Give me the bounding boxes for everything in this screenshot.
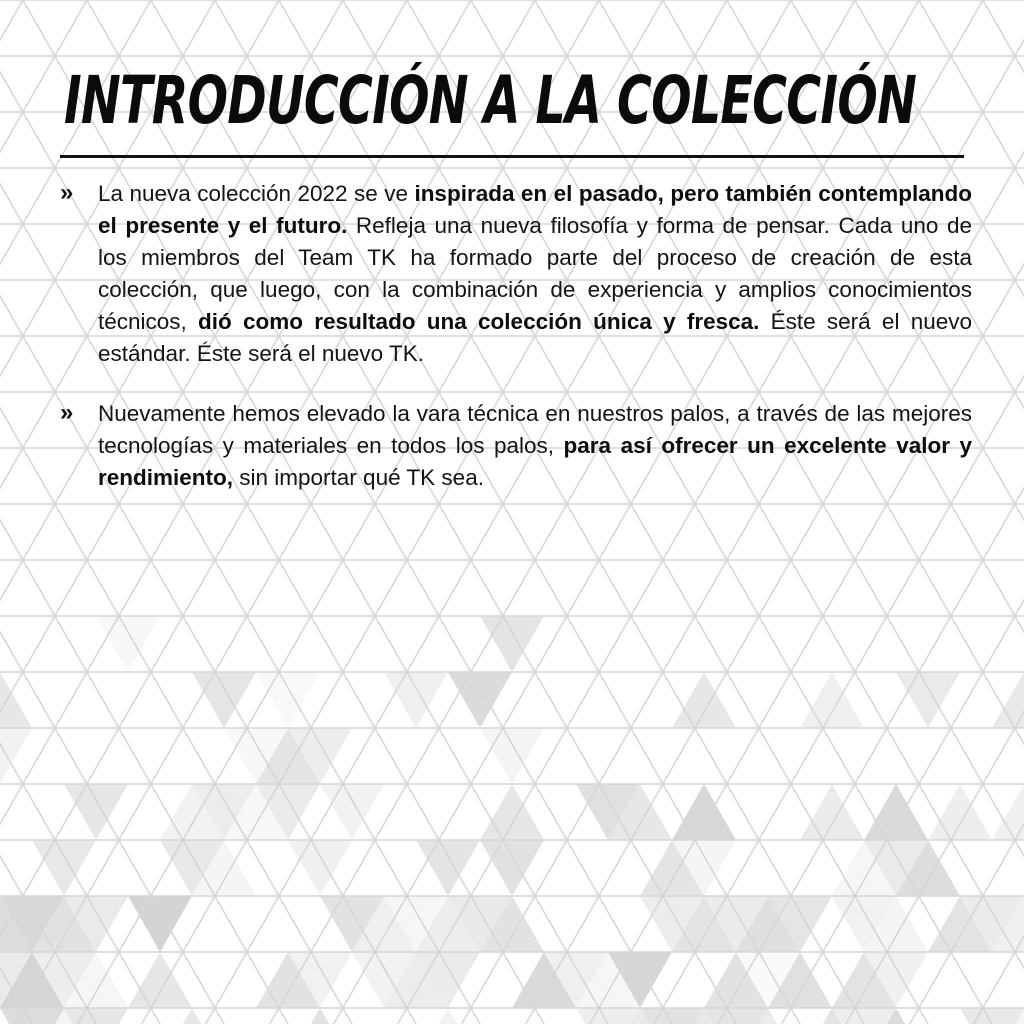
bullet-chevron-icon: »: [60, 399, 74, 426]
bullet-list: [60, 178, 972, 522]
bullet-item-technical-bar: [60, 398, 972, 494]
page-title: INTRODUCCIÓN A LA COLECCIÓN: [64, 62, 917, 139]
title-underline: [60, 155, 964, 158]
bullet-item-collection-intro: [60, 178, 972, 370]
bullet-text: La nueva colección 2022 se ve inspirada en el pasado, pero también contemplando el presente y el futuro. Refleja una nueva filosofía y forma de pensar. Cada uno de los miembros del Team TK ha formado parte del proceso de creación de esta colección, que luego, con la combinación de experiencia y amplios conocimientos técnicos, dió como resultado una colección única y fresca. Éste será el nuevo estándar. Éste será el nuevo TK.: [98, 181, 973, 366]
bullet-chevron-icon: »: [60, 179, 74, 206]
bullet-text: Nuevamente hemos elevado la vara técnica en nuestros palos, a través de las mejores tecnologías y materiales en todos los palos, para así ofrecer un excelente valor y rendimiento, sin importar qué TK sea.: [98, 401, 973, 490]
